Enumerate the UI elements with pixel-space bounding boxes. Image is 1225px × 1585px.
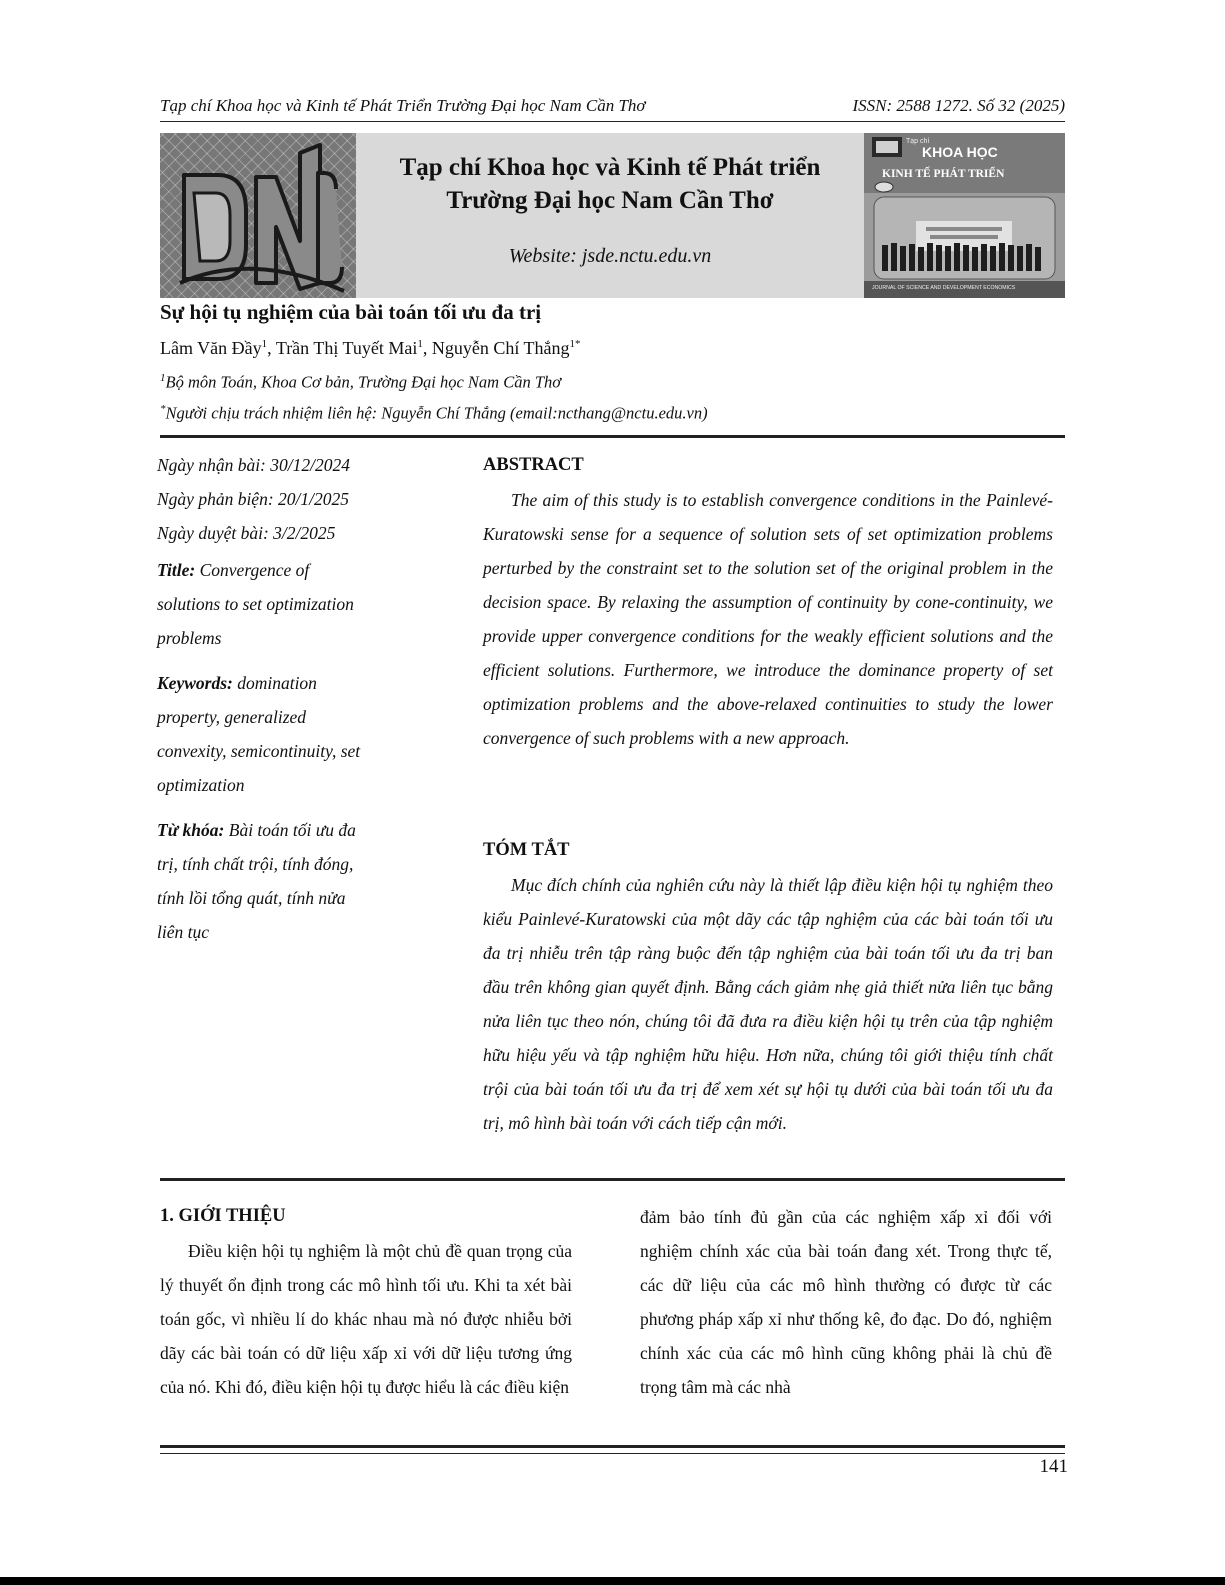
running-header-journal: Tạp chí Khoa học và Kinh tế Phát Triển Trường Đại học Nam Cần Thơ (160, 96, 646, 115)
banner-title-line1: Tạp chí Khoa học và Kinh tế Phát triển (399, 154, 821, 181)
cover-footer: JOURNAL OF SCIENCE AND DEVELOPMENT ECONOMICS (872, 285, 1016, 291)
title-divider (160, 435, 1065, 438)
author-name: Nguyễn Chí Thắng (431, 338, 570, 358)
english-title-label: Title: (157, 560, 196, 580)
article-metadata (157, 448, 422, 550)
tukhoa-line: liên tục (157, 922, 209, 942)
accepted-date: Ngày duyệt bài: 3/2/2025 (157, 523, 336, 543)
english-title-line: solutions to set optimization (157, 594, 354, 614)
footer-divider (160, 1445, 1065, 1454)
author-separator: , (422, 338, 432, 358)
keywords-line: domination (232, 673, 317, 693)
dnc-logo (160, 133, 356, 298)
english-title-block (157, 553, 422, 655)
author-name: Lâm Văn Đầy (160, 338, 262, 358)
author-separator: , (267, 338, 276, 358)
scan-edge-bar (0, 1577, 1225, 1585)
author-affil-mark: 1 (417, 338, 423, 350)
running-header-issn: ISSN: 2588 1272. Số 32 (2025) (852, 96, 1065, 115)
keywords-line: convexity, semicontinuity, set (157, 741, 361, 761)
cover-subtitle: KINH TẾ PHÁT TRIỂN (882, 168, 1005, 180)
journal-banner (160, 133, 1065, 298)
tukhoa-line: Bài toán tối ưu đa (224, 820, 356, 840)
tomtat-text: Mục đích chính của nghiên cứu này là thiết lập điều kiện hội tụ nghiệm theo kiểu Painlevé-Kuratowski của một dãy các tập nghiệm của các bài toán tối ưu đa trị nhiễu trên tập ràng buộc đến tập nghiệm của bài toán tối ưu đa trị ban đầu trên không gian quyết định. Bằng cách giảm nhẹ giả thiết nửa liên tục bằng nửa liên tục theo nón, chúng tôi đã đưa ra điều kiện hội tụ trên của tập nghiệm hữu hiệu yếu và tập nghiệm hữu hiệu. Hơn nữa, chúng tôi giới thiệu tính chất trội của bài toán tối ưu đa trị để xem xét sự hội tụ dưới của bài toán tối ưu đa trị, mô hình bài toán với cách tiếp cận mới. (483, 875, 1053, 1133)
paper-title: Sự hội tụ nghiệm của bài toán tối ưu đa trị (160, 300, 542, 324)
journal-cover-image (864, 133, 1065, 298)
journal-website[interactable]: Website: jsde.nctu.edu.vn (508, 245, 712, 267)
abstract-divider (160, 1178, 1065, 1181)
review-date: Ngày phản biện: 20/1/2025 (157, 489, 349, 509)
dnc-logo-icon (160, 133, 356, 298)
banner-title-line2: Trường Đại học Nam Cần Thơ (446, 187, 774, 214)
corresponding-mark: * (160, 403, 166, 415)
affiliation-mark: 1 (160, 372, 166, 384)
keywords-block (157, 666, 422, 802)
running-header (160, 96, 1065, 116)
affiliation (160, 372, 561, 393)
journal-cover-art (864, 133, 1065, 298)
header-divider (160, 121, 1065, 122)
page-number: 141 (1039, 1456, 1068, 1477)
author-name: Trần Thị Tuyết Mai (275, 338, 418, 358)
banner-title (356, 151, 864, 217)
author-list (160, 338, 581, 359)
cover-small-label: Tạp chí (906, 138, 930, 145)
received-date: Ngày nhận bài: 30/12/2024 (157, 455, 350, 475)
english-title-line: problems (157, 628, 222, 648)
cover-khoa-hoc: KHOA HỌC (922, 144, 998, 160)
banner-title-block (356, 133, 864, 298)
abstract-text: The aim of this study is to establish convergence conditions in the Painlevé-Kuratowski sense for a sequence of solution sets of set optimization problems perturbed by the constraint set to the solution set of the original problem in the decision space. By relaxing the assumption of continuity by cone-continuity, we provide upper convergence conditions for the weakly efficient solutions and the efficient solutions. Furthermore, we introduce the dominance property of set optimization problems and the above-relaxed continuities to study the lower convergence of such problems with a new approach. (483, 490, 1053, 748)
author-affil-mark: 1* (569, 338, 581, 350)
tukhoa-line: tính lồi tổng quát, tính nửa (157, 888, 346, 908)
abstract-heading: ABSTRACT (483, 455, 584, 475)
tukhoa-label: Từ khóa: (157, 820, 225, 840)
tomtat-heading: TÓM TẮT (483, 840, 570, 860)
affiliation-text: Bộ môn Toán, Khoa Cơ bản, Trường Đại học Nam Cần Thơ (165, 372, 562, 392)
keywords-line: optimization (157, 775, 245, 795)
tukhoa-block (157, 813, 422, 949)
keywords-line: property, generalized (157, 707, 307, 727)
section-heading: 1. GIỚI THIỆU (160, 1206, 286, 1226)
body-column-left: Điều kiện hội tụ nghiệm là một chủ đề quan trọng của lý thuyết ổn định trong các mô hình tối ưu. Khi ta xét bài toán gốc, vì nhiều lí do khác nhau mà nó được nhiễu bởi dãy các bài toán có dữ liệu xấp xỉ với dữ liệu tương ứng của nó. Khi đó, điều kiện hội tụ được hiểu là các điều kiện (160, 1241, 572, 1397)
corresponding-author (160, 403, 708, 424)
tukhoa-line: trị, tính chất trội, tính đóng, (157, 854, 354, 874)
author-affil-mark: 1 (261, 338, 268, 350)
english-title-line: Convergence of (195, 560, 310, 580)
keywords-label: Keywords: (157, 673, 233, 693)
corresponding-text: Người chịu trách nhiệm liên hệ: Nguyễn Chí Thắng (email:ncthang@nctu.edu.vn) (165, 403, 708, 423)
body-column-right: đảm bảo tính đủ gần của các nghiệm xấp xỉ đối với nghiệm chính xác của bài toán đang xét. Trong thực tế, các dữ liệu của các mô hình thường có được từ các phương pháp xấp xỉ như thống kê, đo đạc. Do đó, nghiệm chính xác của các mô hình cũng không phải là chủ đề trọng tâm mà các nhà (640, 1207, 1052, 1397)
